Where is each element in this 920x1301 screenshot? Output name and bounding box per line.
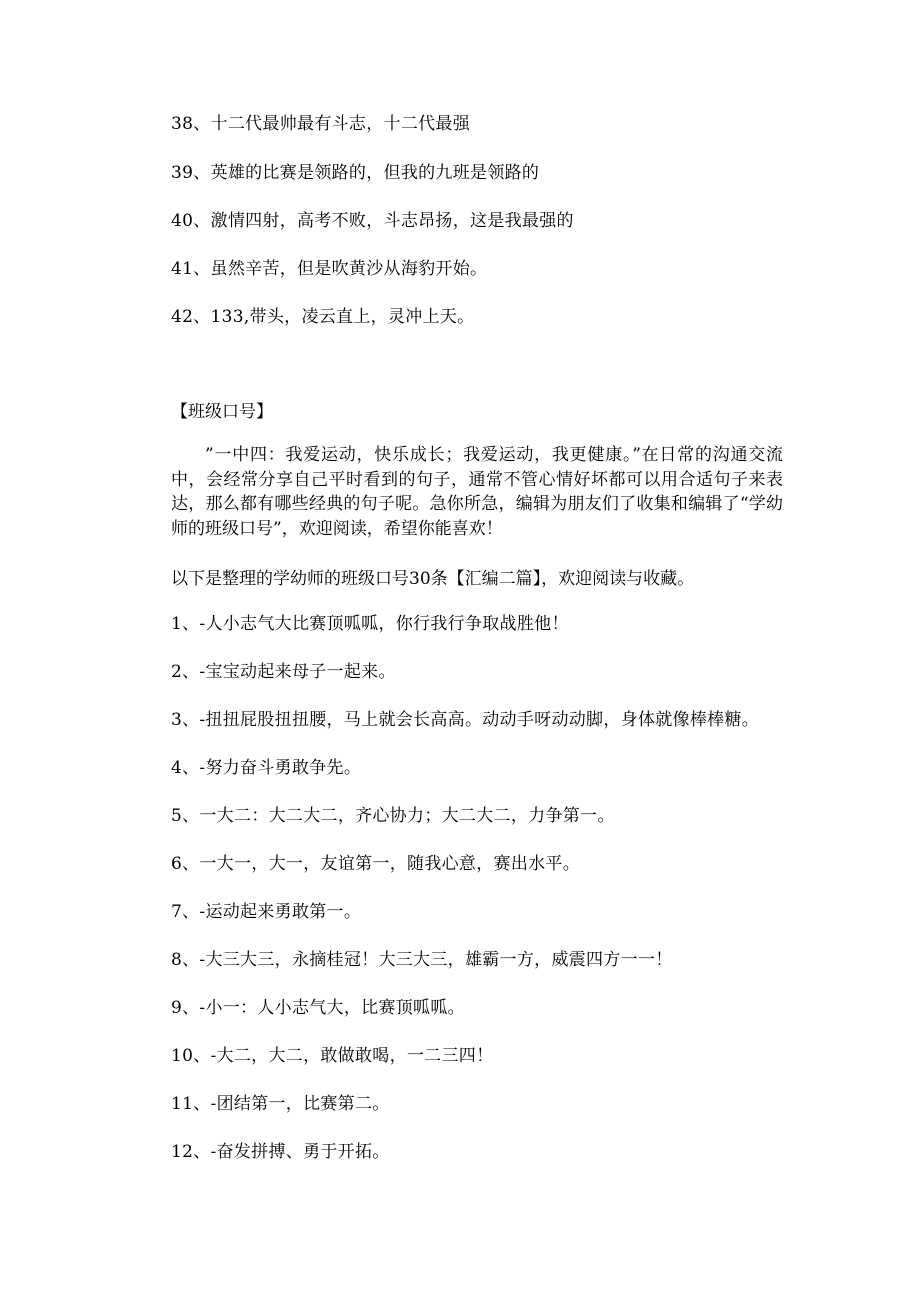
- list-item: 40、激情四射，高考不败，斗志昂扬，这是我最强的: [171, 211, 574, 231]
- list-item: 38、十二代最帅最有斗志，十二代最强: [171, 114, 471, 134]
- section-title: 【班级口号】: [171, 402, 273, 422]
- list-item: 11、-团结第一，比赛第二。: [171, 1094, 390, 1114]
- intro-paragraph: ”一中四：我爱运动，快乐成长；我爱运动，我更健康。”在日常的沟通交流中，会经常分享自己平时看到的句子，通常不管心情好坏都可以用合适句子来表达，那么都有哪些经典的句子呢。急你所急，编辑为朋友们了收集和编辑了“学幼师的班级口号”，欢迎阅读，希望你能喜欢！: [171, 445, 783, 539]
- list-item: 8、-大三大三，永摘桂冠！大三大三，雄霸一方，威震四方一一！: [171, 950, 673, 970]
- list-item: 41、虽然辛苦，但是吹黄沙从海豹开始。: [171, 259, 488, 279]
- list-item: 5、一大二：大二大二，齐心协力；大二大二，力争第一。: [171, 806, 615, 826]
- list-item: 12、-奋发拼搏、勇于开拓。: [171, 1142, 390, 1162]
- summary-line: 以下是整理的学幼师的班级口号30条【汇编二篇】，欢迎阅读与收藏。: [171, 569, 695, 589]
- list-item: 6、一大一，大一，友谊第一，随我心意，赛出水平。: [171, 854, 581, 874]
- list-item: 39、英雄的比赛是领路的，但我的九班是领路的: [171, 163, 540, 183]
- list-item: 2、-宝宝动起来母子一起来。: [171, 662, 396, 682]
- list-item: 7、-运动起来勇敢第一。: [171, 902, 362, 922]
- list-item: 9、-小一：人小志气大，比赛顶呱呱。: [171, 998, 465, 1018]
- list-item: 42、133,带头，凌云直上，灵冲上天。: [171, 307, 475, 327]
- list-item: 10、-大二，大二，敢做敢喝，一二三四！: [171, 1046, 494, 1066]
- list-item: 3、-扭扭屁股扭扭腰，马上就会长高高。动动手呀动动脚，身体就像棒棒糖。: [171, 710, 760, 730]
- list-item: 1、-人小志气大比赛顶呱呱，你行我行争取战胜他！: [171, 614, 569, 634]
- list-item: 4、-努力奋斗勇敢争先。: [171, 758, 362, 778]
